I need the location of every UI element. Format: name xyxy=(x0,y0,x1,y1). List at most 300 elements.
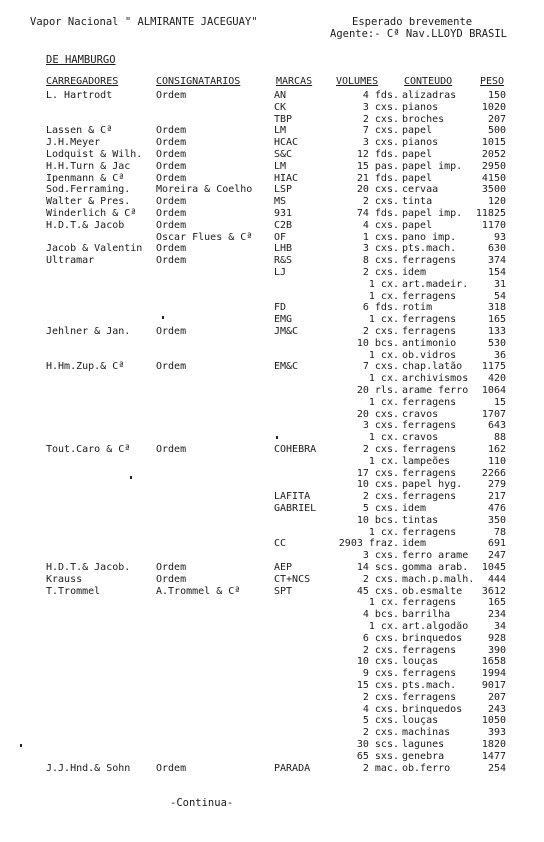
contents-cell: ferragens xyxy=(402,255,457,267)
contents-cell: papel imp. xyxy=(402,160,463,172)
contents-cell: ferragens xyxy=(402,326,457,337)
volumes-cell: 7 cxs. xyxy=(362,125,399,137)
volumes-cell: 1 cx. xyxy=(368,290,399,302)
shipper-cell: L. Hartrodt xyxy=(46,90,113,101)
table-row xyxy=(0,149,544,160)
weight-cell: 1064 xyxy=(481,385,506,396)
volumes-cell: 15 pas. xyxy=(356,160,399,172)
contents-cell: ferragens xyxy=(402,420,457,432)
contents-cell: brinquedos xyxy=(402,632,463,644)
table-row xyxy=(0,550,544,561)
volumes-cell: 3 cxs. xyxy=(362,101,399,113)
weight-cell: 133 xyxy=(487,326,506,337)
contents-cell: pianos xyxy=(402,101,439,113)
table-row xyxy=(0,161,544,172)
contents-cell: ob.ferro xyxy=(402,762,451,774)
volumes-cell: 45 cxs. xyxy=(356,585,399,597)
contents-cell: pianos xyxy=(402,137,439,149)
arrival-status: Esperado brevemente xyxy=(352,16,473,28)
table-row xyxy=(0,586,544,597)
weight-cell: 643 xyxy=(487,420,506,432)
weight-cell: 1658 xyxy=(481,656,506,668)
volumes-cell: 10 bcs. xyxy=(356,514,399,526)
contents-cell: barrilha xyxy=(402,609,451,621)
contents-cell: idem xyxy=(402,538,427,550)
volumes-cell: 30 scs. xyxy=(356,739,399,750)
table-row xyxy=(0,609,544,620)
consignee-cell: Ordem xyxy=(156,762,187,774)
shipper-cell: Ipenmann & Cª xyxy=(46,172,125,184)
weight-cell: 9017 xyxy=(481,680,506,691)
consignee-cell: Ordem xyxy=(156,255,187,267)
volumes-cell: 2 cxs. xyxy=(362,491,399,503)
port-of-origin: DE HAMBURGO xyxy=(46,54,116,66)
contents-cell: antimonio xyxy=(402,337,457,349)
volumes-cell: 9 cxs. xyxy=(362,668,399,680)
table-row xyxy=(0,680,544,691)
volumes-cell: 3 cxs. xyxy=(362,550,399,562)
ink-mark xyxy=(276,436,278,439)
weight-cell: 374 xyxy=(487,255,506,267)
volumes-cell: 1 cx. xyxy=(368,349,399,361)
volumes-cell: 2 cxs. xyxy=(362,727,399,739)
weight-cell: 1020 xyxy=(481,101,506,113)
volumes-cell: 2 cxs. xyxy=(362,444,399,455)
volumes-cell: 1 cx. xyxy=(368,278,399,290)
contents-cell: lampeões xyxy=(402,455,451,467)
shipper-cell: Sod.Ferraming. xyxy=(46,184,131,196)
weight-cell: 150 xyxy=(487,90,506,101)
contents-cell: archivismos xyxy=(402,373,469,385)
shipper-cell: J.H.Meyer xyxy=(46,137,101,149)
volumes-cell: 15 cxs. xyxy=(356,680,399,691)
marks-cell: COHEBRA xyxy=(274,444,317,455)
weight-cell: 2950 xyxy=(481,160,506,172)
shipper-cell: H.H.Turn & Jac xyxy=(46,160,131,172)
weight-cell: 165 xyxy=(487,597,506,609)
table-row xyxy=(0,645,544,656)
shipper-cell: Walter & Pres. xyxy=(46,196,131,208)
table-row xyxy=(0,432,544,443)
contents-cell: louças xyxy=(402,656,439,668)
table-row xyxy=(0,515,544,526)
contents-cell: tintas xyxy=(402,514,439,526)
weight-cell: 2266 xyxy=(481,467,506,479)
volumes-cell: 6 cxs. xyxy=(362,632,399,644)
volumes-cell: 1 cxs. xyxy=(362,231,399,243)
column-header-contents: CONTEUDO xyxy=(404,76,453,87)
contents-cell: ferragens xyxy=(402,644,457,656)
consignee-cell: Ordem xyxy=(156,172,187,184)
marks-cell: JM&C xyxy=(274,326,299,337)
weight-cell: 247 xyxy=(487,550,506,562)
shipper-cell: Lassen & Cª xyxy=(46,125,113,137)
table-row xyxy=(0,338,544,349)
table-row xyxy=(0,479,544,490)
marks-cell: S&C xyxy=(274,149,293,160)
weight-cell: 254 xyxy=(487,762,506,774)
table-row xyxy=(0,361,544,372)
marks-cell: AN xyxy=(274,90,287,101)
table-row xyxy=(0,420,544,431)
contents-cell: art.algodão xyxy=(402,621,469,632)
weight-cell: 1175 xyxy=(481,361,506,373)
table-row xyxy=(0,574,544,585)
weight-cell: 4150 xyxy=(481,172,506,184)
contents-cell: gomma arab. xyxy=(402,562,469,573)
contents-cell: chap.latão xyxy=(402,361,463,373)
consignee-cell: Ordem xyxy=(156,562,187,573)
table-row xyxy=(0,562,544,573)
table-row xyxy=(0,220,544,231)
marks-cell: MS xyxy=(274,196,287,208)
consignee-cell: Ordem xyxy=(156,149,187,160)
shipper-cell: Jacob & Valentin xyxy=(46,243,143,255)
shipper-cell: Jehlner & Jan. xyxy=(46,326,131,337)
volumes-cell: 8 cxs. xyxy=(362,255,399,267)
shipper-cell: H.D.T.& Jacob xyxy=(46,219,125,231)
contents-cell: mach.p.malh. xyxy=(402,573,475,585)
table-row xyxy=(0,232,544,243)
volumes-cell: 1 cx. xyxy=(368,373,399,385)
weight-cell: 207 xyxy=(487,113,506,125)
shipper-cell: H.D.T.& Jacob. xyxy=(46,562,131,573)
shipper-cell: Krauss xyxy=(46,573,83,585)
volumes-cell: 3 cxs. xyxy=(362,137,399,149)
volumes-cell: 6 fds. xyxy=(362,302,399,314)
ink-mark xyxy=(162,316,164,319)
volumes-cell: 12 fds. xyxy=(356,149,399,160)
table-row xyxy=(0,597,544,608)
volumes-cell: 1 cx. xyxy=(368,526,399,538)
volumes-cell: 4 fds. xyxy=(362,90,399,101)
volumes-cell: 4 bcs. xyxy=(362,609,399,621)
contents-cell: idem xyxy=(402,267,427,278)
marks-cell: LM xyxy=(274,125,287,137)
weight-cell: 162 xyxy=(487,444,506,455)
weight-cell: 3612 xyxy=(481,585,506,597)
volumes-cell: 2 cxs. xyxy=(362,691,399,703)
table-row xyxy=(0,503,544,514)
weight-cell: 34 xyxy=(493,621,506,632)
consignee-cell: Ordem xyxy=(156,361,187,373)
table-row xyxy=(0,302,544,313)
marks-cell: CT+NCS xyxy=(274,573,311,585)
table-row xyxy=(0,763,544,774)
table-row xyxy=(0,456,544,467)
contents-cell: ferro arame xyxy=(402,550,469,562)
contents-cell: ferragens xyxy=(402,396,457,408)
table-row xyxy=(0,114,544,125)
table-row xyxy=(0,668,544,679)
weight-cell: 2052 xyxy=(481,149,506,160)
weight-cell: 217 xyxy=(487,491,506,503)
vessel-name: Vapor Nacional " ALMIRANTE JACEGUAY" xyxy=(30,16,258,28)
table-row xyxy=(0,350,544,361)
contents-cell: papel xyxy=(402,125,433,137)
shipper-cell: J.J.Hnd.& Sohn xyxy=(46,762,131,774)
weight-cell: 1170 xyxy=(481,219,506,231)
marks-cell: LAFITA xyxy=(274,491,311,503)
weight-cell: 1015 xyxy=(481,137,506,149)
shipper-cell: Ultramar xyxy=(46,255,95,267)
contents-cell: ferragens xyxy=(402,444,457,455)
weight-cell: 350 xyxy=(487,514,506,526)
contents-cell: rotim xyxy=(402,302,433,314)
volumes-cell: 17 cxs. xyxy=(356,467,399,479)
shipper-cell: Lodquist & Wilh. xyxy=(46,149,143,160)
consignee-cell: Ordem xyxy=(156,444,187,455)
table-row xyxy=(0,727,544,738)
table-row xyxy=(0,491,544,502)
marks-cell: LHB xyxy=(274,243,293,255)
marks-cell: LJ xyxy=(274,267,287,278)
table-row xyxy=(0,715,544,726)
contents-cell: lagunes xyxy=(402,739,445,750)
weight-cell: 78 xyxy=(493,526,506,538)
volumes-cell: 2903 fraz. xyxy=(338,538,399,550)
volumes-cell: 5 cxs. xyxy=(362,715,399,727)
weight-cell: 234 xyxy=(487,609,506,621)
table-row xyxy=(0,373,544,384)
table-row xyxy=(0,468,544,479)
consignee-cell: Ordem xyxy=(156,243,187,255)
volumes-cell: 2 cxs. xyxy=(362,267,399,278)
contents-cell: cravos xyxy=(402,432,439,444)
contents-cell: papel xyxy=(402,149,433,160)
weight-cell: 243 xyxy=(487,703,506,715)
column-header-shippers: CARREGADORES xyxy=(46,76,119,87)
weight-cell: 444 xyxy=(487,573,506,585)
weight-cell: 530 xyxy=(487,337,506,349)
column-header-volumes: VOLUMES xyxy=(336,76,379,87)
weight-cell: 1707 xyxy=(481,408,506,420)
contents-cell: ferragens xyxy=(402,526,457,538)
volumes-cell: 65 sxs. xyxy=(356,750,399,762)
table-row xyxy=(0,255,544,266)
marks-cell: AEP xyxy=(274,562,293,573)
weight-cell: 88 xyxy=(493,432,506,444)
contents-cell: papel imp. xyxy=(402,208,463,219)
table-row xyxy=(0,184,544,195)
contents-cell: tinta xyxy=(402,196,433,208)
volumes-cell: 7 cxs. xyxy=(362,361,399,373)
contents-cell: brinquedos xyxy=(402,703,463,715)
contents-cell: arame ferro xyxy=(402,385,469,396)
table-row xyxy=(0,739,544,750)
table-row xyxy=(0,291,544,302)
consignee-cell: Ordem xyxy=(156,208,187,219)
weight-cell: 31 xyxy=(493,278,506,290)
contents-cell: broches xyxy=(402,113,445,125)
contents-cell: pts.mach. xyxy=(402,243,457,255)
contents-cell: genebra xyxy=(402,750,445,762)
weight-cell: 11825 xyxy=(475,208,506,219)
table-row xyxy=(0,196,544,207)
table-row xyxy=(0,621,544,632)
marks-cell: HIAC xyxy=(274,172,299,184)
weight-cell: 120 xyxy=(487,196,506,208)
weight-cell: 691 xyxy=(487,538,506,550)
contents-cell: papel hyg. xyxy=(402,479,463,491)
contents-cell: cervaa xyxy=(402,184,439,196)
contents-cell: alizadras xyxy=(402,90,457,101)
contents-cell: papel xyxy=(402,219,433,231)
table-row xyxy=(0,527,544,538)
contents-cell: papel xyxy=(402,172,433,184)
weight-cell: 420 xyxy=(487,373,506,385)
table-row xyxy=(0,633,544,644)
marks-cell: OF xyxy=(274,231,287,243)
table-row xyxy=(0,444,544,455)
contents-cell: ferragens xyxy=(402,467,457,479)
consignee-cell: Ordem xyxy=(156,137,187,149)
weight-cell: 1994 xyxy=(481,668,506,680)
contents-cell: pano imp. xyxy=(402,231,457,243)
table-row xyxy=(0,397,544,408)
volumes-cell: 1 cx. xyxy=(368,455,399,467)
consignee-cell: Ordem xyxy=(156,90,187,101)
contents-cell: ferragens xyxy=(402,491,457,503)
marks-cell: EM&C xyxy=(274,361,299,373)
weight-cell: 110 xyxy=(487,455,506,467)
consignee-cell: Ordem xyxy=(156,160,187,172)
contents-cell: ferragens xyxy=(402,290,457,302)
table-row xyxy=(0,243,544,254)
weight-cell: 3500 xyxy=(481,184,506,196)
marks-cell: 931 xyxy=(274,208,293,219)
contents-cell: art.madeir. xyxy=(402,278,469,290)
marks-cell: EMG xyxy=(274,314,293,326)
shipper-cell: T.Trommel xyxy=(46,585,101,597)
weight-cell: 500 xyxy=(487,125,506,137)
table-row xyxy=(0,751,544,762)
weight-cell: 393 xyxy=(487,727,506,739)
marks-cell: LSP xyxy=(274,184,293,196)
volumes-cell: 20 rls. xyxy=(356,385,399,396)
table-row xyxy=(0,704,544,715)
consignee-cell: Oscar Flues & Cª xyxy=(156,231,253,243)
shipper-cell: Tout.Caro & Cª xyxy=(46,444,131,455)
contents-cell: ob.esmalte xyxy=(402,585,463,597)
weight-cell: 476 xyxy=(487,503,506,514)
shipper-cell: H.Hm.Zup.& Cª xyxy=(46,361,125,373)
table-row xyxy=(0,409,544,420)
weight-cell: 1477 xyxy=(481,750,506,762)
column-header-weight: PESO xyxy=(480,76,505,87)
volumes-cell: 1 cx. xyxy=(368,396,399,408)
table-row xyxy=(0,385,544,396)
marks-cell: CK xyxy=(274,101,287,113)
weight-cell: 15 xyxy=(493,396,506,408)
weight-cell: 36 xyxy=(493,349,506,361)
contents-cell: ferragens xyxy=(402,668,457,680)
weight-cell: 93 xyxy=(493,231,506,243)
volumes-cell: 1 cx. xyxy=(368,597,399,609)
table-row xyxy=(0,656,544,667)
table-row xyxy=(0,326,544,337)
volumes-cell: 2 cxs. xyxy=(362,573,399,585)
volumes-cell: 4 cxs. xyxy=(362,703,399,715)
table-row xyxy=(0,267,544,278)
table-row xyxy=(0,314,544,325)
consignee-cell: Ordem xyxy=(156,125,187,137)
marks-cell: PARADA xyxy=(274,762,311,774)
volumes-cell: 3 cxs. xyxy=(362,420,399,432)
table-row xyxy=(0,279,544,290)
table-row xyxy=(0,125,544,136)
contents-cell: idem xyxy=(402,503,427,514)
contents-cell: ferragens xyxy=(402,314,457,326)
marks-cell: C2B xyxy=(274,219,293,231)
volumes-cell: 1 cx. xyxy=(368,621,399,632)
weight-cell: 54 xyxy=(493,290,506,302)
volumes-cell: 10 bcs. xyxy=(356,337,399,349)
weight-cell: 1050 xyxy=(481,715,506,727)
table-row xyxy=(0,102,544,113)
column-header-consignees: CONSIGNATARIOS xyxy=(156,76,241,87)
consignee-cell: A.Trommel & Cª xyxy=(156,585,241,597)
contents-cell: machinas xyxy=(402,727,451,739)
marks-cell: FD xyxy=(274,302,287,314)
marks-cell: R&S xyxy=(274,255,293,267)
weight-cell: 1045 xyxy=(481,562,506,573)
agent-line: Agente:- Cª Nav.LLOYD BRASIL xyxy=(330,28,508,40)
shipper-cell: Winderlich & Cª xyxy=(46,208,137,219)
continued-note: -Continua- xyxy=(170,797,234,809)
contents-cell: pts.mach. xyxy=(402,680,457,691)
volumes-cell: 10 cxs. xyxy=(356,479,399,491)
marks-cell: TBP xyxy=(274,113,293,125)
marks-cell: CC xyxy=(274,538,287,550)
volumes-cell: 1 cx. xyxy=(368,314,399,326)
weight-cell: 1820 xyxy=(481,739,506,750)
table-row xyxy=(0,208,544,219)
volumes-cell: 10 cxs. xyxy=(356,656,399,668)
table-row xyxy=(0,692,544,703)
volumes-cell: 20 cxs. xyxy=(356,184,399,196)
table-row xyxy=(0,538,544,549)
contents-cell: ferragens xyxy=(402,691,457,703)
weight-cell: 165 xyxy=(487,314,506,326)
marks-cell: SPT xyxy=(274,585,293,597)
contents-cell: louças xyxy=(402,715,439,727)
volumes-cell: 3 cxs. xyxy=(362,243,399,255)
ink-mark xyxy=(130,476,132,479)
ink-mark xyxy=(20,744,22,747)
consignee-cell: Ordem xyxy=(156,196,187,208)
table-row xyxy=(0,90,544,101)
marks-cell: LM xyxy=(274,160,287,172)
volumes-cell: 2 mac. xyxy=(362,762,399,774)
marks-cell: GABRIEL xyxy=(274,503,317,514)
volumes-cell: 20 cxs. xyxy=(356,408,399,420)
weight-cell: 928 xyxy=(487,632,506,644)
consignee-cell: Ordem xyxy=(156,326,187,337)
weight-cell: 318 xyxy=(487,302,506,314)
contents-cell: ob.vidros xyxy=(402,349,457,361)
consignee-cell: Ordem xyxy=(156,219,187,231)
weight-cell: 154 xyxy=(487,267,506,278)
volumes-cell: 2 cxs. xyxy=(362,113,399,125)
volumes-cell: 21 fds. xyxy=(356,172,399,184)
table-row xyxy=(0,137,544,148)
contents-cell: ferragens xyxy=(402,597,457,609)
volumes-cell: 74 fds. xyxy=(356,208,399,219)
weight-cell: 279 xyxy=(487,479,506,491)
weight-cell: 630 xyxy=(487,243,506,255)
contents-cell: cravos xyxy=(402,408,439,420)
